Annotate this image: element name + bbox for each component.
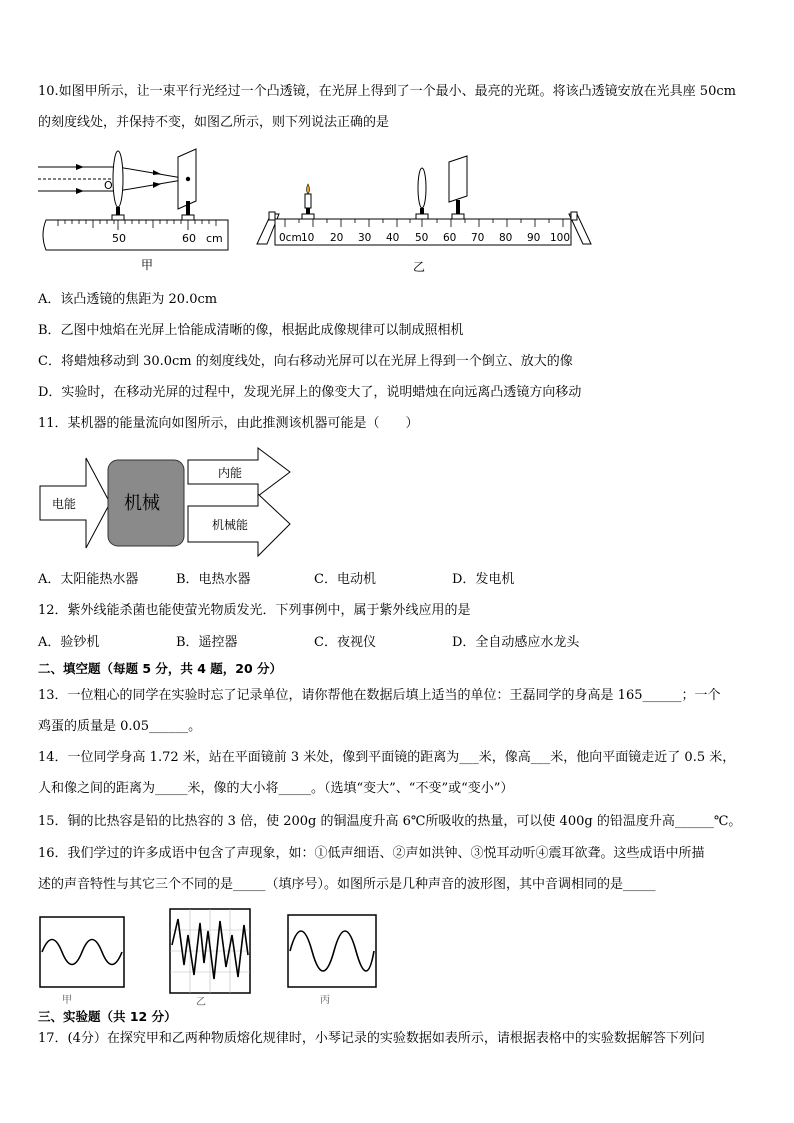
ruler-tick-label: 100 bbox=[550, 232, 571, 244]
q17-line1: 17．(4分）在探究甲和乙两种物质熔化规律时，小琴记录的实验数据如表所示，请根据表格中的实验数据解答下列问 bbox=[38, 1031, 705, 1046]
ruler-tick-label: 70 bbox=[471, 232, 485, 244]
waveform-caption: 丙 bbox=[320, 995, 330, 1006]
q12-option-b: B．遥控器 bbox=[176, 635, 238, 650]
ruler-tick-label: 50 bbox=[415, 232, 429, 244]
sound-waveforms-figure bbox=[38, 905, 383, 1010]
ruler-tick-label: 10 bbox=[301, 232, 315, 244]
q11-stem: 11．某机器的能量流向如图所示，由此推测该机器可能是（ ） bbox=[38, 416, 419, 431]
q10-option-c: C．将蜡烛移动到 30.0cm 的刻度线处，向右移动光屏可以在光屏上得到一个倒立、放大的像 bbox=[38, 354, 573, 369]
q10-option-d: D．实验时，在移动光屏的过程中，发现光屏上的像变大了，说明蜡烛在向远离凸透镜方向移动 bbox=[38, 385, 582, 400]
output-mechanical-label: 机械能 bbox=[212, 518, 249, 532]
lens-center-label: O bbox=[104, 179, 113, 192]
ruler-tick-label: 60 bbox=[443, 232, 457, 244]
waveform-caption: 甲 bbox=[62, 995, 72, 1006]
ruler-unit-label: cm bbox=[206, 232, 223, 245]
section-2-heading: 二、填空题（每题 5 分，共 4 题，20 分） bbox=[38, 661, 283, 676]
figure-caption: 甲 bbox=[141, 258, 154, 272]
q12-option-a: A．验钞机 bbox=[38, 635, 100, 650]
q13-line2: 鸡蛋的质量是 0.05______。 bbox=[38, 719, 202, 734]
figure-yi-optical-bench bbox=[255, 150, 595, 275]
ruler-tick-label: 40 bbox=[386, 232, 400, 244]
output-heat-label: 内能 bbox=[218, 466, 243, 480]
q10-stem-line2: 的刻度线处，并保持不变，如图乙所示，则下列说法正确的是 bbox=[38, 115, 390, 130]
figure-caption: 乙 bbox=[413, 260, 426, 274]
q11-option-a: A．太阳能热水器 bbox=[38, 572, 139, 587]
ruler-tick-label: 50 bbox=[112, 232, 126, 245]
section-3-heading: 三、实验题（共 12 分） bbox=[38, 1009, 177, 1024]
q12-stem: 12．紫外线能杀菌也能使萤光物质发光．下列事例中，属于紫外线应用的是 bbox=[38, 603, 471, 618]
figure-jia-convex-lens bbox=[38, 145, 238, 275]
q11-option-c: C．电动机 bbox=[314, 572, 376, 587]
ruler-tick-label: 60 bbox=[182, 232, 196, 245]
q12-option-c: C．夜视仪 bbox=[314, 635, 376, 650]
q10-option-a: A．该凸透镜的焦距为 20.0cm bbox=[38, 292, 218, 307]
ruler-tick-label: 80 bbox=[499, 232, 513, 244]
q12-option-d: D．全自动感应水龙头 bbox=[452, 635, 580, 650]
q10-option-b: B．乙图中烛焰在光屏上恰能成清晰的像，根据此成像规律可以制成照相机 bbox=[38, 323, 464, 338]
input-energy-label: 电能 bbox=[52, 497, 77, 511]
q11-option-b: B．电热水器 bbox=[176, 572, 251, 587]
ruler-tick-label: 20 bbox=[330, 232, 344, 244]
waveform-caption: 乙 bbox=[196, 997, 206, 1008]
ruler-tick-label: 0cm bbox=[279, 232, 302, 244]
q14-line1: 14．一位同学身高 1.72 米，站在平面镜前 3 米处，像到平面镜的距离为___米，像高___米，他向平面镜走近了 0.5 米， bbox=[38, 750, 736, 765]
q15-line1: 15．铜的比热容是铅的比热容的 3 倍，使 200g 的铜温度升高 6℃所吸收的热量，可以使 400g 的铅温度升高______℃。 bbox=[38, 814, 742, 829]
q14-line2: 人和像之间的距离为_____米，像的大小将_____。（选填“变大”、“不变”或“变小”） bbox=[38, 781, 514, 796]
q11-option-d: D．发电机 bbox=[452, 572, 515, 587]
energy-flow-diagram bbox=[38, 446, 298, 564]
q16-line1: 16．我们学过的许多成语中包含了声现象，如：①低声细语、②声如洪钟、③悦耳动听④震耳欲聋。这些成语中所描 bbox=[38, 846, 705, 861]
q10-stem-line1: 10.如图甲所示，让一束平行光经过一个凸透镜，在光屏上得到了一个最小、最亮的光斑。将该凸透镜安放在光具座 50cm bbox=[38, 84, 736, 99]
q16-line2: 述的声音特性与其它三个不同的是_____（填序号）。如图所示是几种声音的波形图，其中音调相同的是_____ bbox=[38, 877, 656, 892]
ruler-tick-label: 30 bbox=[358, 232, 372, 244]
ruler-tick-label: 90 bbox=[527, 232, 541, 244]
q13-line1: 13．一位粗心的同学在实验时忘了记录单位，请你帮他在数据后填上适当的单位：王磊同学的身高是 165______；一个 bbox=[38, 688, 721, 703]
machine-label: 机械 bbox=[124, 493, 160, 514]
